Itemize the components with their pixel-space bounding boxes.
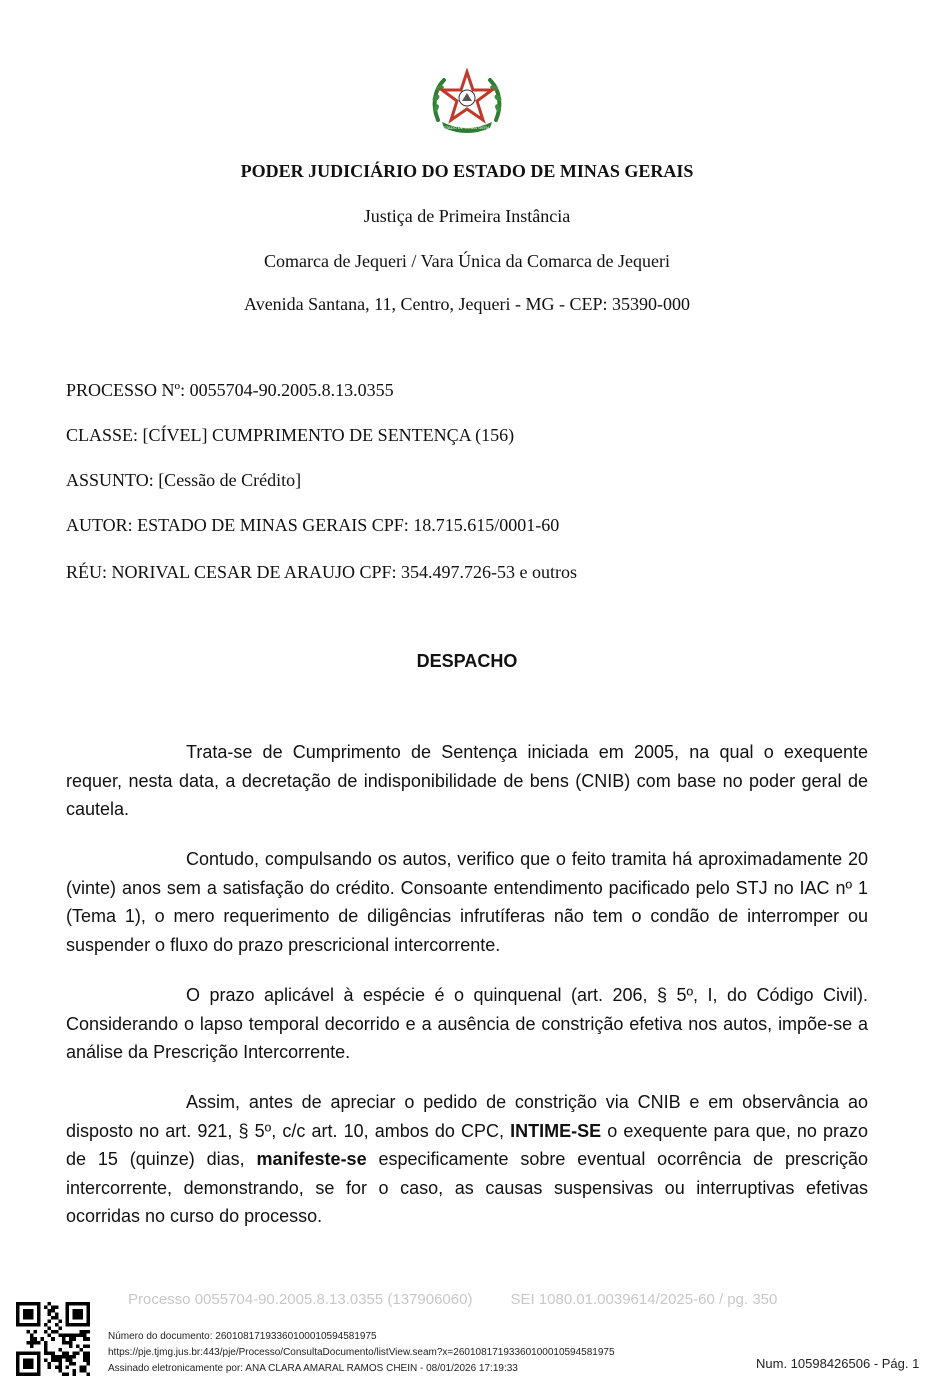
qr-code-icon <box>16 1302 90 1376</box>
case-assunto: ASSUNTO: [Cessão de Crédito] <box>66 470 302 490</box>
case-classe: CLASSE: [CÍVEL] CUMPRIMENTO DE SENTENÇA (156) <box>66 425 515 445</box>
footer-signed: Assinado eletronicamente por: ANA CLARA AMARAL RAMOS CHEIN - 08/01/2026 17:19:33 <box>108 1363 518 1374</box>
document-title: DESPACHO <box>416 651 518 671</box>
page-stamp <box>128 1291 777 1308</box>
stamp-sei: SEI 1080.01.0039614/2025-60 / pg. 350 <box>510 1291 778 1308</box>
paragraph-4-text-c: o exequente para que, no prazo de 15 (quinze) dias, <box>66 1120 869 1169</box>
stamp-processo: Processo 0055704-90.2005.8.13.0355 (137906060) <box>128 1291 473 1308</box>
paragraph-4 <box>66 1088 868 1231</box>
coat-of-arms-icon <box>428 68 506 136</box>
case-processo: PROCESSO Nº: 0055704-90.2005.8.13.0355 <box>66 380 394 400</box>
court-comarca: Comarca de Jequeri / Vara Única da Comarca de Jequeri <box>264 251 670 271</box>
paragraph-4-text-a: Assim, antes de apreciar o pedido de constrição via CNIB e em observância ao disposto no art. 921, § 5º, c/c art. 10, ambos do CPC, <box>66 1092 868 1141</box>
footer-num-page: Num. 10598426506 - Pág. 1 <box>756 1356 920 1371</box>
court-instance: Justiça de Primeira Instância <box>363 206 571 226</box>
paragraph-4-manifeste: manifeste-se <box>256 1149 367 1169</box>
paragraph-4-text-e: especificamente sobre eventual ocorrência de prescrição intercorrente, demonstrando, se for o caso, as causas suspensivas ou interruptivas efetivas ocorridas no curso do processo. <box>66 1149 868 1226</box>
footer-doc-number: Número do documento: 26010817193360100010594581975 <box>108 1331 377 1342</box>
court-address: Avenida Santana, 11, Centro, Jequeri - MG - CEP: 35390-000 <box>244 294 690 314</box>
court-name: PODER JUDICIÁRIO DO ESTADO DE MINAS GERAIS <box>240 161 694 181</box>
case-reu: RÉU: NORIVAL CESAR DE ARAUJO CPF: 354.497.726-53 e outros <box>66 562 578 582</box>
paragraph-2: Contudo, compulsando os autos, verifico que o feito tramita há aproximadamente 20 (vinte) anos sem a satisfação do crédito. Consoante entendimento pacificado pelo STJ no IAC nº 1 (Tema 1), o mero requerimento de diligências infrutíferas não tem o condão de interromper ou suspender o fluxo do prazo prescricional intercorrente. <box>66 849 868 955</box>
footer-url[interactable]: https://pje.tjmg.jus.br:443/pje/Processo/ConsultaDocumento/listView.seam?x=26010817193360100010594581975 <box>108 1347 615 1358</box>
paragraph-1: Trata-se de Cumprimento de Sentença iniciada em 2005, na qual o exequente requer, nesta data, a decretação de indisponibilidade de bens (CNIB) com base no poder geral de cautela. <box>66 742 868 819</box>
paragraph-4-intime: INTIME-SE <box>510 1120 602 1141</box>
seal-text: ESTADO DE MINAS GERAIS <box>440 125 494 130</box>
paragraph-3: O prazo aplicável à espécie é o quinquenal (art. 206, § 5º, I, do Código Civil). Considerando o lapso temporal decorrido e a ausência de constrição efetiva nos autos, impõe-se a análise da Prescrição Intercorrente. <box>66 985 868 1062</box>
case-autor: AUTOR: ESTADO DE MINAS GERAIS CPF: 18.715.615/0001-60 <box>66 515 560 535</box>
